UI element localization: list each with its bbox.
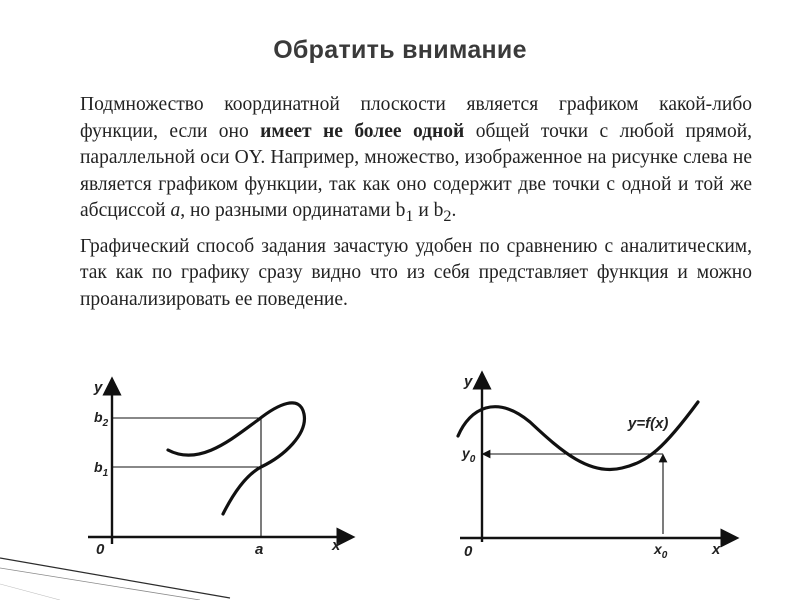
subscript: 2: [443, 207, 452, 226]
a-label: a: [255, 541, 264, 558]
b2-label: $b_2$: [94, 409, 109, 429]
origin-label: 0: [464, 543, 473, 560]
paragraph-graph-definition: [58, 92, 752, 230]
y0-label: $y_0$: [462, 445, 476, 465]
b1-label: $b_1$: [94, 459, 109, 479]
subscript: 1: [405, 207, 414, 226]
y-axis-label: y: [464, 373, 473, 390]
paragraph-text: Подмножество координатной плоскости является графиком какой-либо функции, если оно: [80, 94, 752, 142]
paragraph-text: и b: [413, 200, 444, 222]
paragraph-text: Графический способ задания зачастую удобен по сравнению с аналитическим, так как по графику сразу видно что из себя представляет функция и можно проанализировать ее поведение.: [80, 235, 752, 311]
curve: [168, 403, 304, 514]
function-curve: [458, 402, 698, 470]
origin-label: 0: [96, 541, 105, 558]
x-axis-label: x: [712, 541, 721, 558]
corner-decoration: [0, 510, 800, 600]
slide-title: Обратить внимание: [273, 36, 527, 64]
function-label: y=f(x): [628, 415, 669, 432]
emphasis-text: имеет не более одной: [260, 120, 465, 142]
paragraph-graphic-method: [58, 234, 752, 314]
x0-label: $x_0$: [654, 541, 668, 561]
abscissa-symbol: a: [170, 200, 181, 222]
x-axis-label: x: [332, 537, 341, 554]
paragraph-text: общей точки с любой прямой, параллельной оси OY. Например, множество, изображенное на рисунке слева не является графиком функции, так как оно содержит две точки с одной и той же абсциссой: [80, 120, 753, 222]
y-axis-label: y: [94, 379, 103, 396]
slide-body: [58, 92, 752, 314]
paragraph-text: , но разными ординатами b: [180, 200, 406, 222]
paragraph-text: .: [451, 200, 457, 222]
